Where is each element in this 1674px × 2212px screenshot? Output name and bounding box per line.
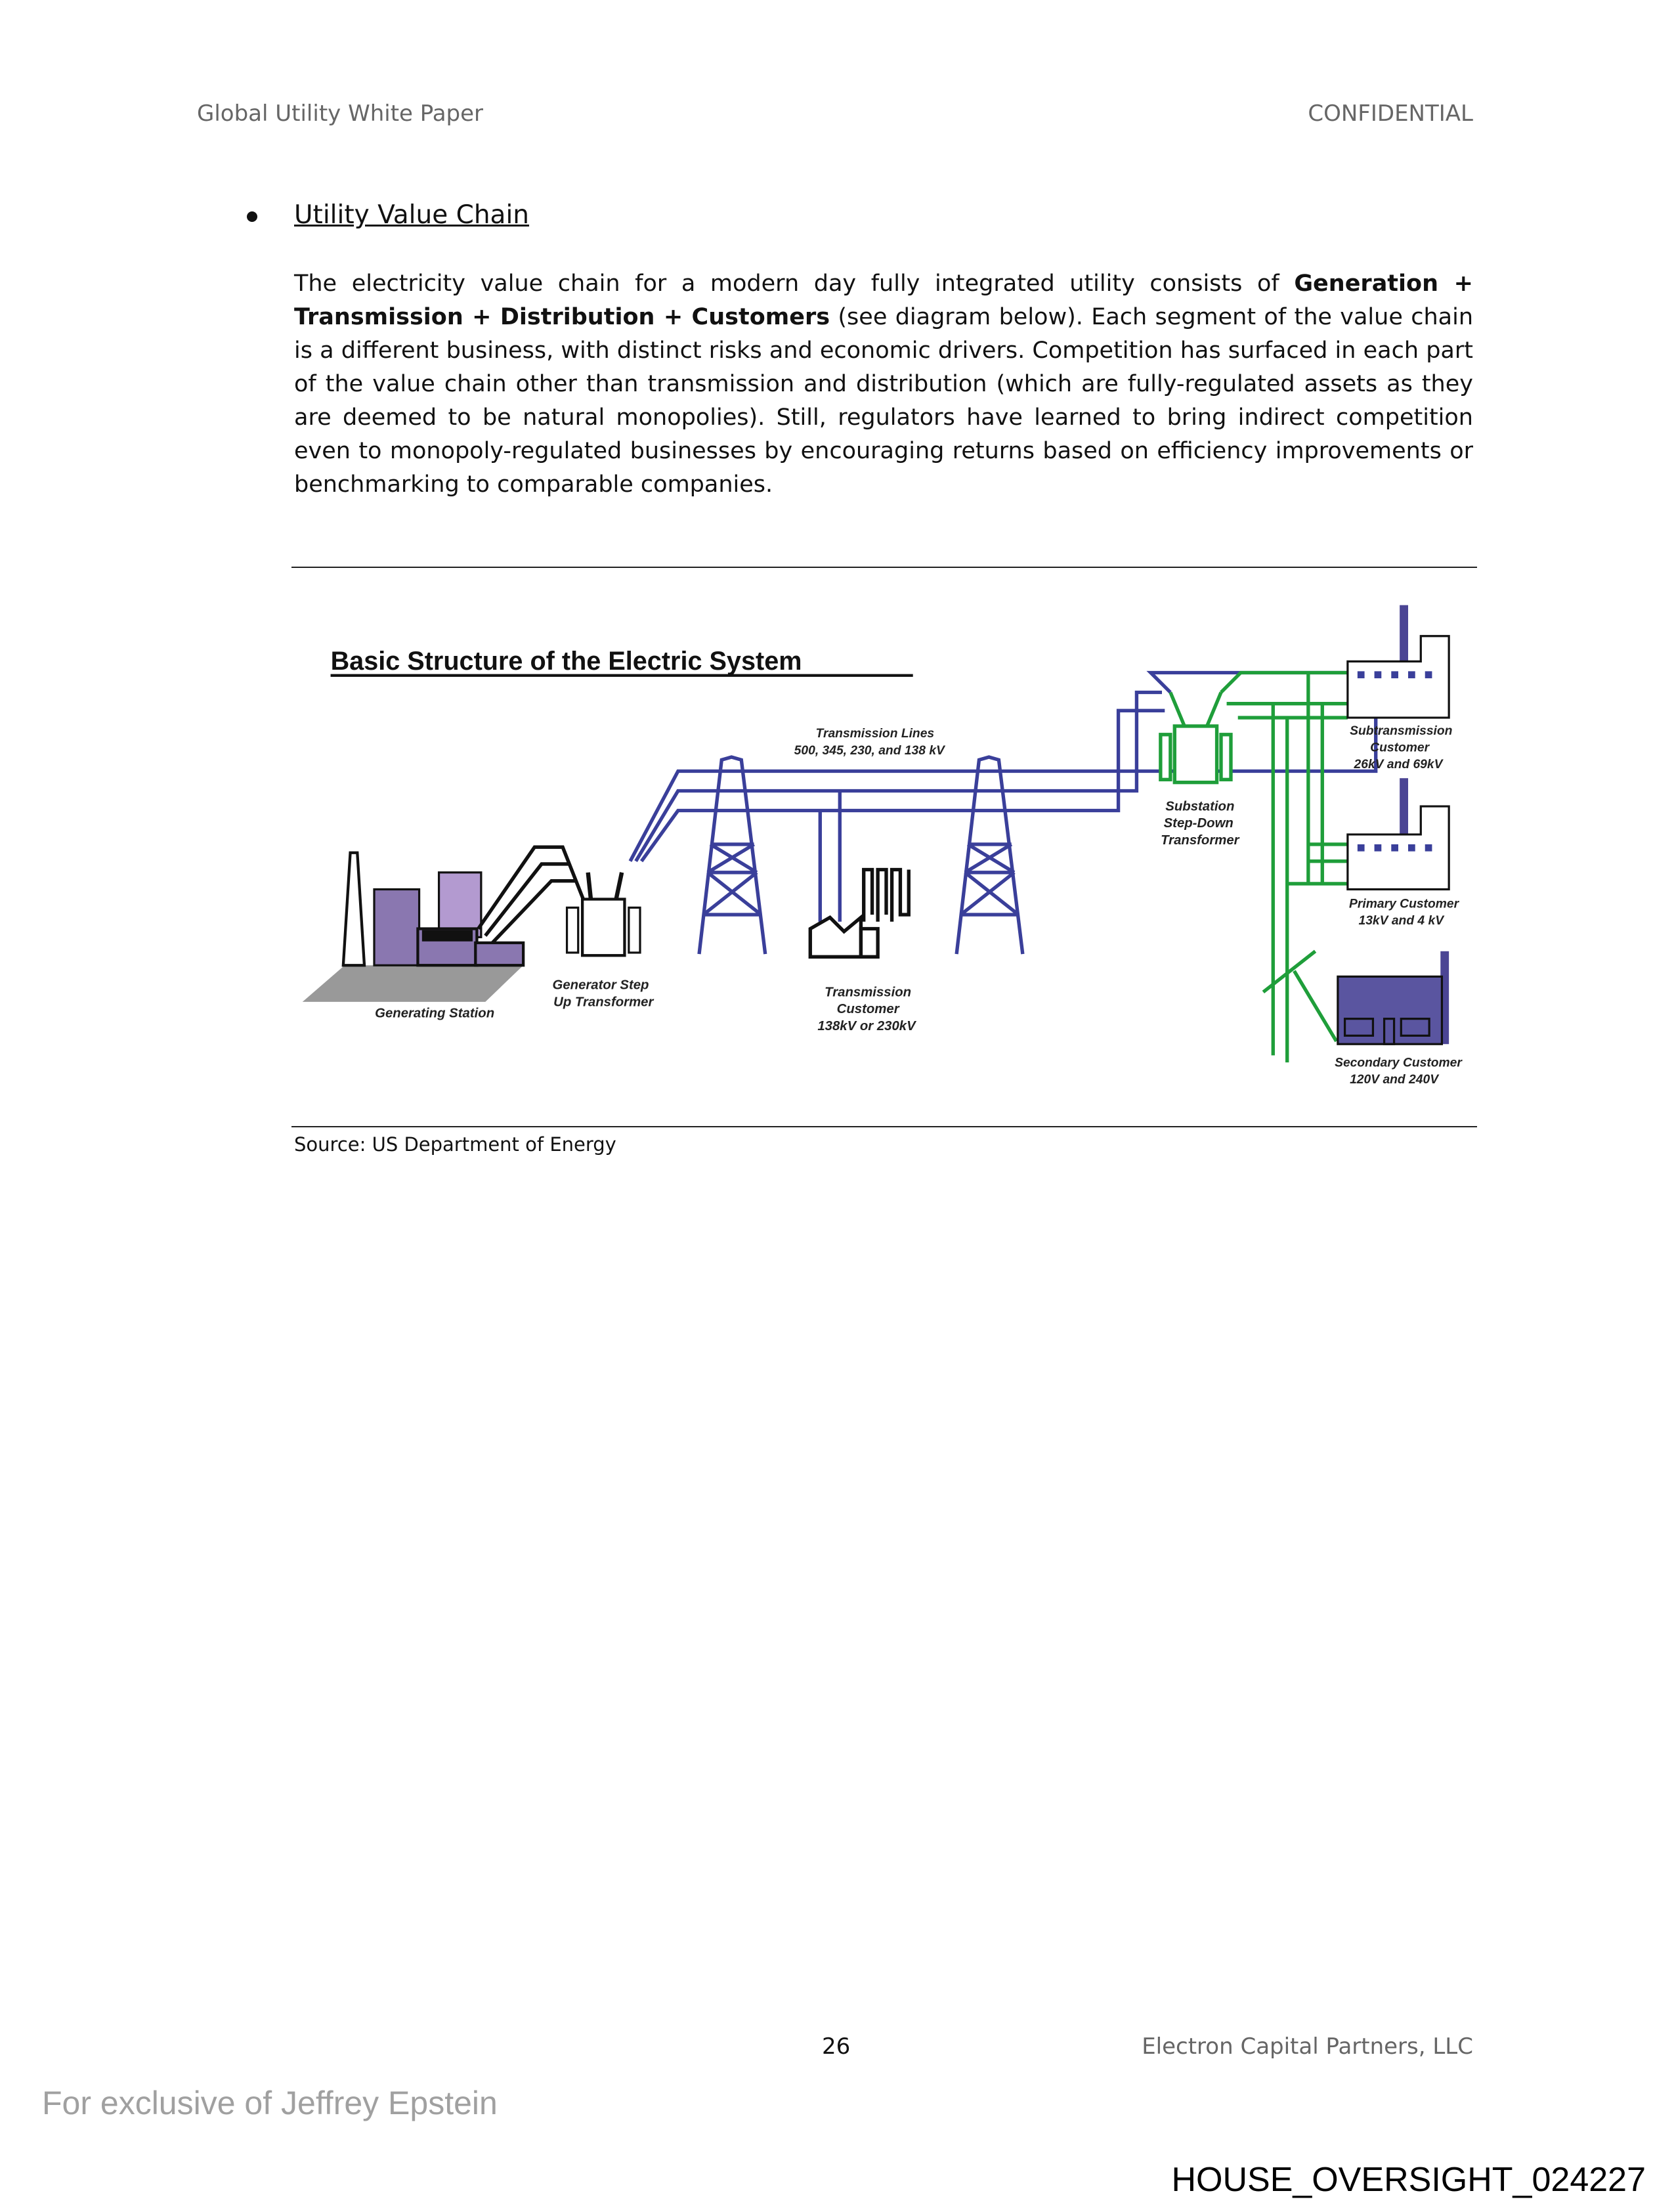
label-secondary-1: Secondary Customer — [1335, 1056, 1462, 1070]
header-title: Global Utility White Paper — [197, 100, 484, 127]
label-transmission-customer-2: Customer — [836, 1002, 899, 1017]
watermark-text: For exclusive of Jeffrey Epstein — [42, 2085, 498, 2121]
label-gsu-1: Generator Step — [552, 978, 649, 993]
label-substation-3: Transformer — [1161, 833, 1239, 848]
substation-transformer-icon — [1161, 693, 1231, 783]
bold-phrase: Generation + Transmission + Distribution + Customers — [294, 271, 1473, 330]
header-confidential: CONFIDENTIAL — [1308, 100, 1473, 127]
body-paragraph: The electricity value chain for a modern day fully integrated utility consists of Generation + Transmission + Distribution + Customers (see diagram below). Each segment of the value chain is a different business, with distinct risks and economic drivers. Competition has surfaced in each part of the value chain other than transmission and distribution (which are fully-regulated assets as they are deemed to be natural monopolies). Still, regulators have learned to bring indirect competition even to monopoly-regulated businesses by encouraging returns based on efficiency improvements or benchmarking to comparable companies. — [294, 271, 1473, 498]
diagram-title: Basic Structure of the Electric System — [330, 647, 802, 676]
label-secondary-2: 120V and 240V — [1350, 1073, 1439, 1087]
label-substation-2: Step-Down — [1163, 816, 1234, 831]
label-transmission-lines-1: Transmission Lines — [815, 727, 935, 741]
footer-company: Electron Capital Partners, LLC — [1142, 2033, 1473, 2060]
secondary-customer-house-icon — [1338, 951, 1449, 1044]
label-transmission-customer-1: Transmission — [825, 985, 912, 1000]
label-transmission-lines-2: 500, 345, 230, and 138 kV — [794, 743, 945, 758]
label-transmission-customer-3: 138kV or 230kV — [817, 1018, 916, 1033]
label-primary-2: 13kV and 4 kV — [1358, 914, 1444, 928]
transmission-customer-icon — [810, 870, 909, 957]
label-subtransmission-1: Subtransmission — [1350, 724, 1453, 738]
label-generating-station: Generating Station — [375, 1006, 495, 1021]
label-substation-1: Substation — [1165, 799, 1235, 814]
primary-customer-icon — [1348, 778, 1449, 889]
page-number: 26 — [822, 2033, 851, 2060]
label-subtransmission-3: 26kV and 69kV — [1354, 758, 1443, 772]
distribution-lines — [1221, 673, 1348, 1063]
label-gsu-2: Up Transformer — [553, 995, 654, 1010]
label-primary-1: Primary Customer — [1349, 897, 1459, 911]
bates-number: HOUSE_OVERSIGHT_024227 — [1171, 2161, 1646, 2199]
transmission-tower-icon — [699, 757, 765, 954]
transmission-tower-icon — [956, 757, 1023, 954]
figure-source: Source: US Department of Energy — [294, 1133, 616, 1156]
label-subtransmission-2: Customer — [1370, 741, 1430, 755]
generating-station-icon — [303, 847, 584, 1002]
subtransmission-customer-icon — [1348, 605, 1449, 718]
section-title: Utility Value Chain — [294, 200, 530, 230]
